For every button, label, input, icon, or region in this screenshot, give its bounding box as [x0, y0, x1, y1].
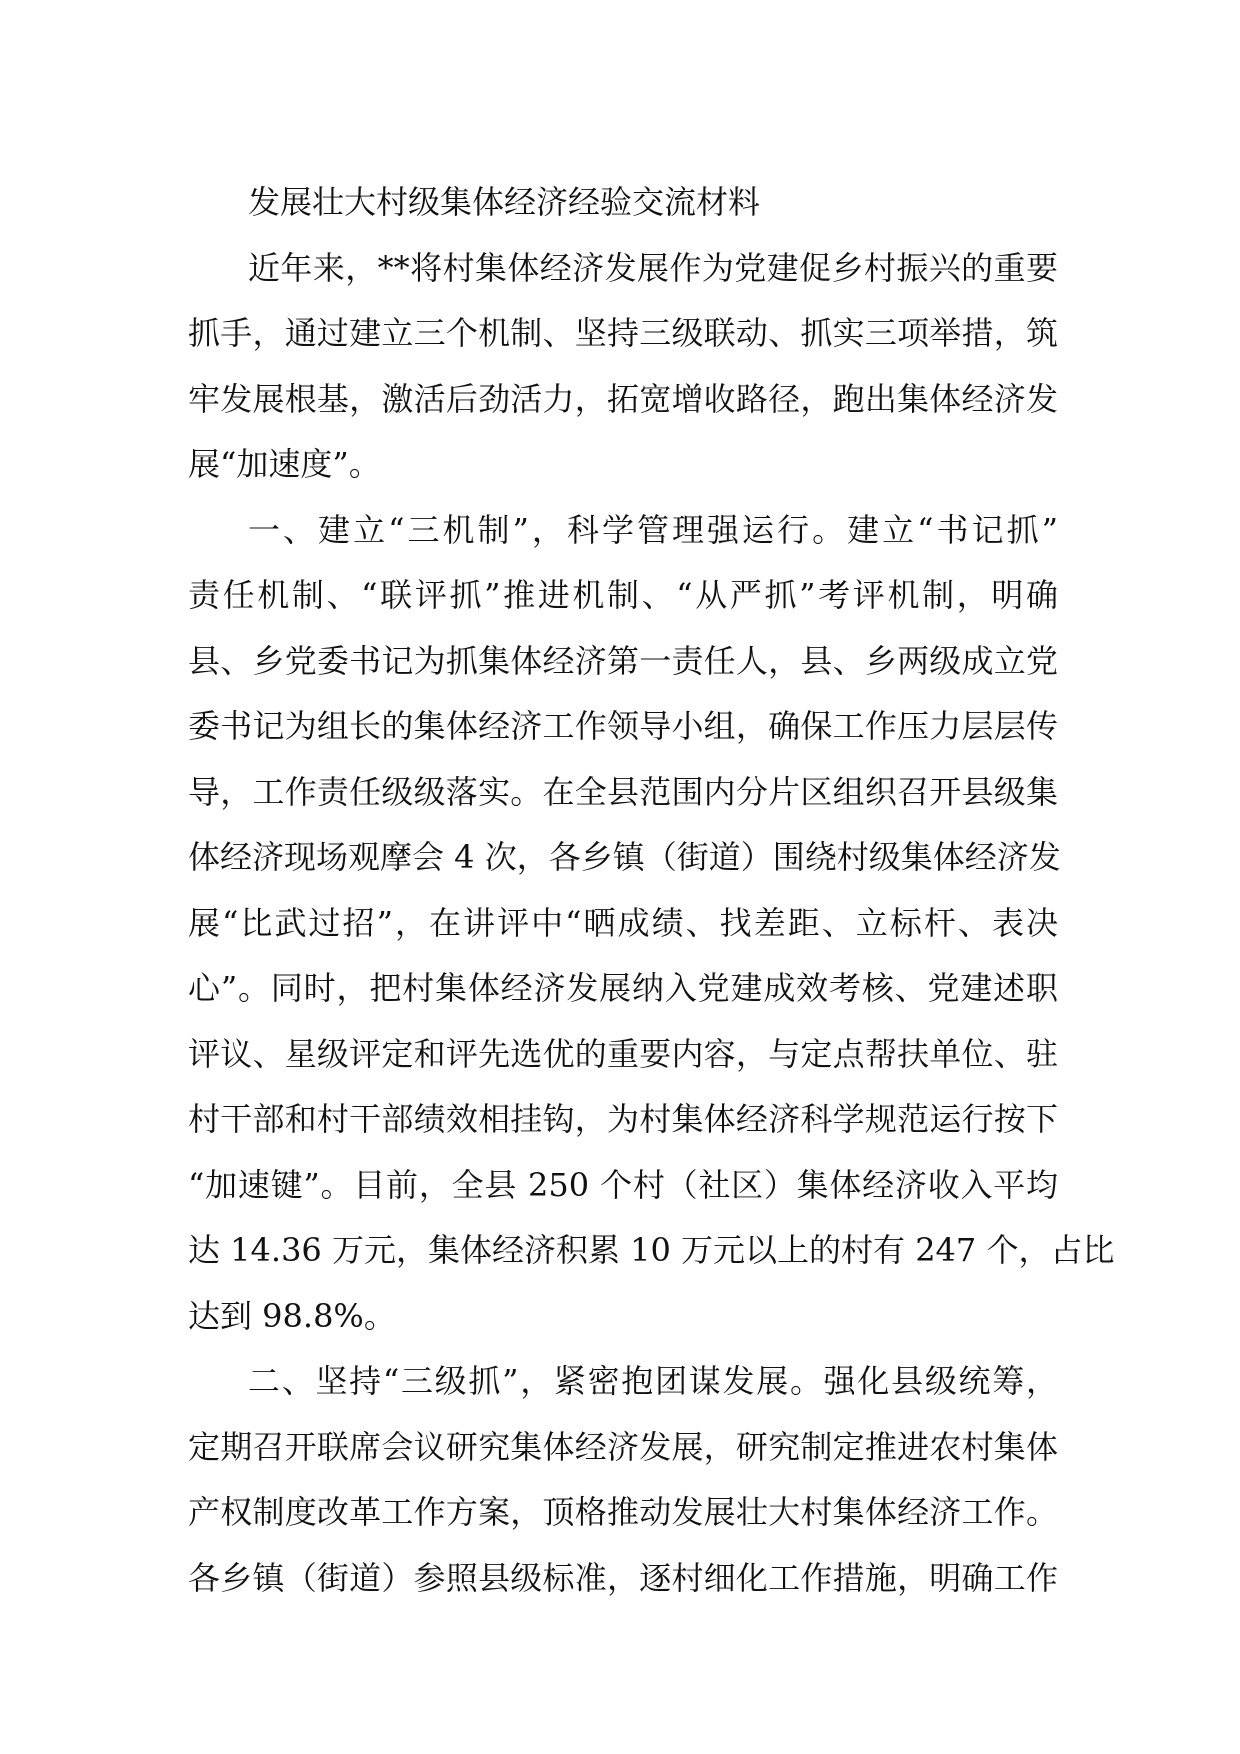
- text-line-19: 定期召开联席会议研究集体经济发展，研究制定推进农村集体: [188, 1427, 1058, 1466]
- text-line-7: 县、乡党委书记为抓集体经济第一责任人，县、乡两级成立党: [188, 641, 1058, 680]
- text-line-6: 责任机制、“联评抓”推进机制、“从严抓”考评机制，明确: [188, 576, 1058, 614]
- text-line-16: 达 14.36 万元，集体经济积累 10 万元以上的村有 247 个，占比: [188, 1231, 1115, 1269]
- text-line-11: 展“比武过招”，在讲评中“晒成绩、找差距、立标杆、表决: [188, 903, 1058, 942]
- text-line-14: 村干部和村干部绩效相挂钩，为村集体经济科学规范运行按下: [188, 1100, 1058, 1138]
- text-line-21: 各乡镇（街道）参照县级标准，逐村细化工作措施，明确工作: [188, 1558, 1058, 1597]
- text-line-1: 近年来，**将村集体经济发展作为党建促乡村振兴的重要: [248, 248, 1058, 287]
- text-line-4: 展“加速度”。: [188, 445, 381, 483]
- text-line-2: 抓手，通过建立三个机制、坚持三级联动、抓实三项举措，筑: [188, 314, 1058, 352]
- text-line-8: 委书记为组长的集体经济工作领导小组，确保工作压力层层传: [188, 707, 1058, 745]
- text-line-18: 二、坚持“三级抓”，紧密抱团谋发展。强化县级统筹，: [248, 1362, 1058, 1400]
- text-line-17: 达到 98.8%。: [188, 1296, 396, 1335]
- text-line-13: 评议、星级评定和评先选优的重要内容，与定点帮扶单位、驻: [188, 1034, 1058, 1073]
- text-line-9: 导，工作责任级级落实。在全县范围内分片区组织召开县级集: [188, 772, 1058, 811]
- document-title: 发展壮大村级集体经济经验交流材料: [248, 183, 761, 221]
- text-line-3: 牢发展根基，激活后劲活力，拓宽增收路径，跑出集体经济发: [188, 379, 1058, 418]
- text-line-5: 一、建立“三机制”，科学管理强运行。建立“书记抓”: [248, 510, 1058, 549]
- text-line-20: 产权制度改革工作方案，顶格推动发展壮大村集体经济工作。: [188, 1493, 1058, 1531]
- text-line-12: 心”。同时，把村集体经济发展纳入党建成效考核、党建述职: [188, 969, 1058, 1007]
- document-body: [188, 170, 1115, 1611]
- text-line-10: 体经济现场观摩会 4 次，各乡镇（街道）围绕村级集体经济发: [188, 838, 1061, 876]
- text-line-15: “加速键”。目前，全县 250 个村（社区）集体经济收入平均: [188, 1165, 1058, 1204]
